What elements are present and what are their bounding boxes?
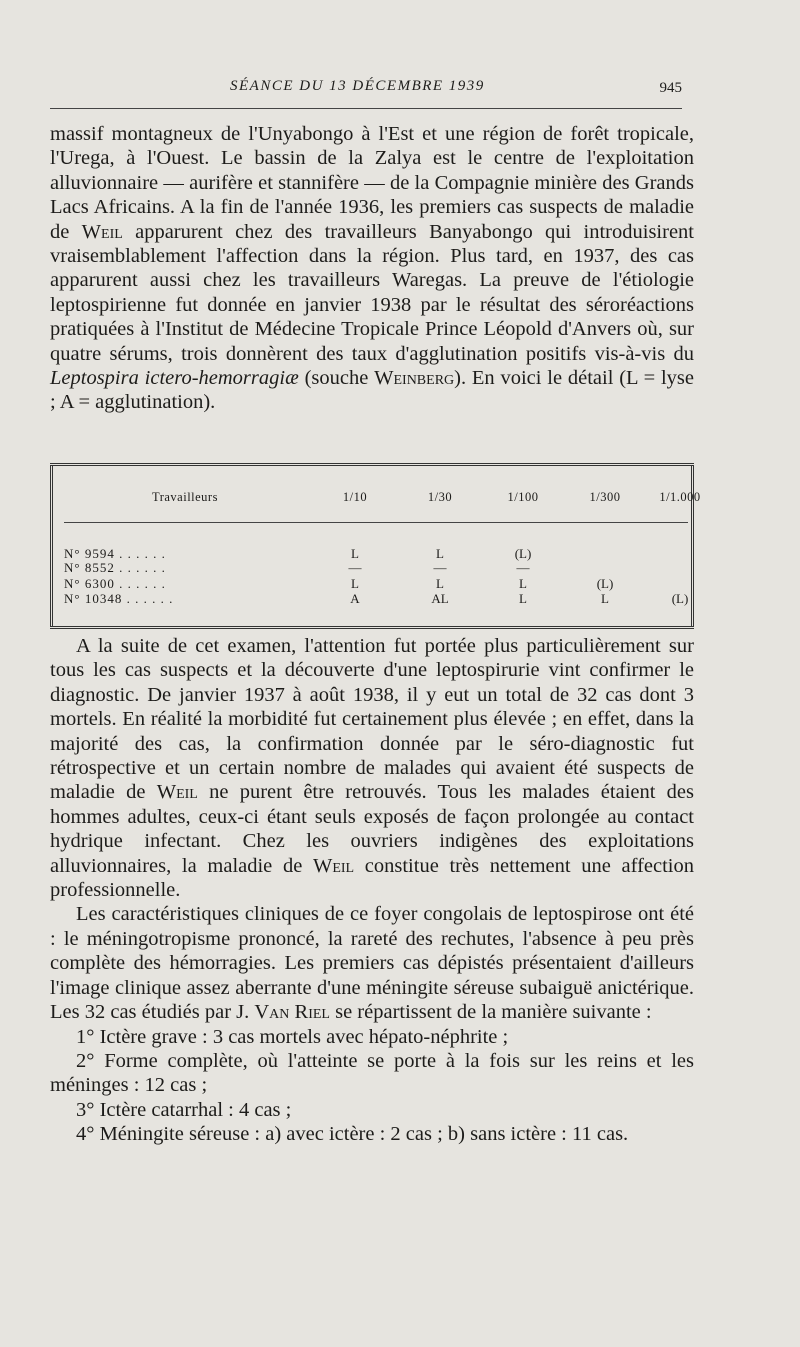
cell: (L) bbox=[596, 576, 614, 591]
list-item: 1° Ictère grave : 3 cas mortels avec hépato-néphrite ; bbox=[76, 1025, 509, 1048]
cell: A bbox=[350, 591, 360, 606]
cell: L bbox=[519, 576, 527, 591]
cell: — bbox=[433, 560, 447, 575]
table-row bbox=[50, 576, 694, 590]
p1-weil: Weil bbox=[81, 220, 123, 243]
running-header bbox=[50, 78, 682, 109]
cell: (L) bbox=[671, 591, 689, 606]
page-number: 945 bbox=[659, 80, 682, 96]
paragraph-1 bbox=[50, 122, 694, 415]
col-header-1-300: 1/300 bbox=[589, 490, 621, 504]
cell: L bbox=[351, 546, 359, 561]
list-item: 4° Méningite séreuse : a) avec ictère : 2 cas ; b) sans ictère : 11 cas. bbox=[76, 1123, 629, 1146]
row-label: N° 9594 . . . . . . bbox=[64, 546, 166, 561]
header-title: SÉANCE DU 13 DÉCEMBRE 1939 bbox=[230, 78, 485, 94]
col-header-1-1000: 1/1.000 bbox=[659, 490, 701, 504]
col-header-1-10: 1/10 bbox=[342, 490, 368, 504]
cell: — bbox=[348, 560, 362, 575]
p2-text-c: constitue très nettement une affection professionnelle. bbox=[50, 854, 694, 902]
agglutination-table bbox=[50, 463, 701, 629]
p1-text-c: (souche bbox=[298, 367, 375, 390]
row-label: N° 10348 . . . . . . bbox=[64, 591, 174, 606]
cell: L bbox=[351, 576, 359, 591]
table-row bbox=[50, 591, 694, 605]
row-label: N° 8552 . . . . . . bbox=[64, 560, 166, 575]
table-header bbox=[50, 480, 701, 516]
cell: L bbox=[519, 591, 527, 606]
p2-text-a: A la suite de cet examen, l'attention fut portée plus particulièrement sur tous les cas suspects et la découverte d'une leptospirurie vint confirmer le diagnostic. De janvier 1937 à août 1938, il y eut un total de 32 cas dont 3 mortels. En réalité la morbidité fut certainement plus élevée ; en effet, dans la majorité des cas, la confirmation donnée par le séro-diagnostic fut rétrospective et un certain nombre de malades qui avaient été suspects de maladie de bbox=[50, 635, 694, 804]
p2-weil: Weil bbox=[156, 781, 198, 804]
list-item: 3° Ictère catarrhal : 4 cas ; bbox=[76, 1098, 292, 1121]
table-row bbox=[50, 560, 694, 574]
p2-text-b: ne purent être retrouvés. Tous les malades étaient des hommes adultes, ceux-ci étant seuls exposés de façon prolongée au contact hydrique infectant. Chez les ouvriers indigènes des exploitations alluvionnaires, la maladie de bbox=[50, 781, 695, 877]
table-row bbox=[50, 546, 694, 560]
col-header-1-30: 1/30 bbox=[427, 490, 453, 504]
cell: AL bbox=[431, 591, 449, 606]
p1-species: Leptospira ictero-hemorragiæ bbox=[50, 367, 299, 390]
p3-text-a: Les caractéristiques cliniques de ce foyer congolais de leptospirose ont été : le méningotropisme prononcé, la rareté des rechutes, l'absence à peu près complète des hémorragies. Les premiers cas dépistés présentaient d'ailleurs l'image clinique assez aberrante d'une méningite séreuse subaiguë anictérique. Les 32 cas étudiés par J. bbox=[50, 903, 694, 1024]
cell: L bbox=[436, 546, 444, 561]
paragraph-3 bbox=[50, 902, 694, 1024]
p1-text-d: ). En voici le détail (L = lyse ; A = agglutination). bbox=[50, 367, 694, 414]
list-item: 2° Forme complète, où l'atteinte se porte à la fois sur les reins et les méninges : 12 cas ; bbox=[50, 1049, 694, 1097]
cell: L bbox=[601, 591, 609, 606]
col-header-travailleurs: Travailleurs bbox=[152, 490, 218, 504]
cell: L bbox=[436, 576, 444, 591]
p3-text-b: se répartissent de la manière suivante : bbox=[329, 1001, 652, 1024]
cell: — bbox=[516, 560, 530, 575]
p2-weil-2: Weil bbox=[312, 854, 355, 877]
p1-text-b: apparurent chez des travailleurs Banyabongo qui introduisirent vraisemblablement l'affection dans la région. Plus tard, en 1937, des cas apparurent aussi chez les travailleurs Waregas. La preuve de l'étiologie leptospirienne fut donnée en janvier 1938 par le résultat des séroréactions pratiquées à l'Institut de Médecine Tropicale Prince Léopold d'Anvers où, sur quatre sérums, trois donnèrent des taux d'agglutination positifs vis-à-vis du bbox=[50, 220, 694, 365]
cell: (L) bbox=[514, 546, 532, 561]
text-after-table bbox=[50, 634, 694, 1147]
p1-text-a: massif montagneux de l'Unyabongo à l'Est et une région de forêt tropicale, l'Urega, à l'Ouest. Le bassin de la Zalya est le centre de l'exploitation alluvionnaire — aurifère et stannifère — de la Compagnie minière des Grands Lacs Africains. A la fin de l'année 1936, les premiers cas suspects de maladie de bbox=[50, 123, 694, 243]
row-label: N° 6300 . . . . . . bbox=[64, 576, 166, 591]
p3-van-riel: Van Riel bbox=[254, 1001, 330, 1024]
paragraph-2 bbox=[50, 634, 694, 902]
p1-weinberg: Weinberg bbox=[374, 367, 455, 390]
col-header-1-100: 1/100 bbox=[507, 490, 539, 504]
